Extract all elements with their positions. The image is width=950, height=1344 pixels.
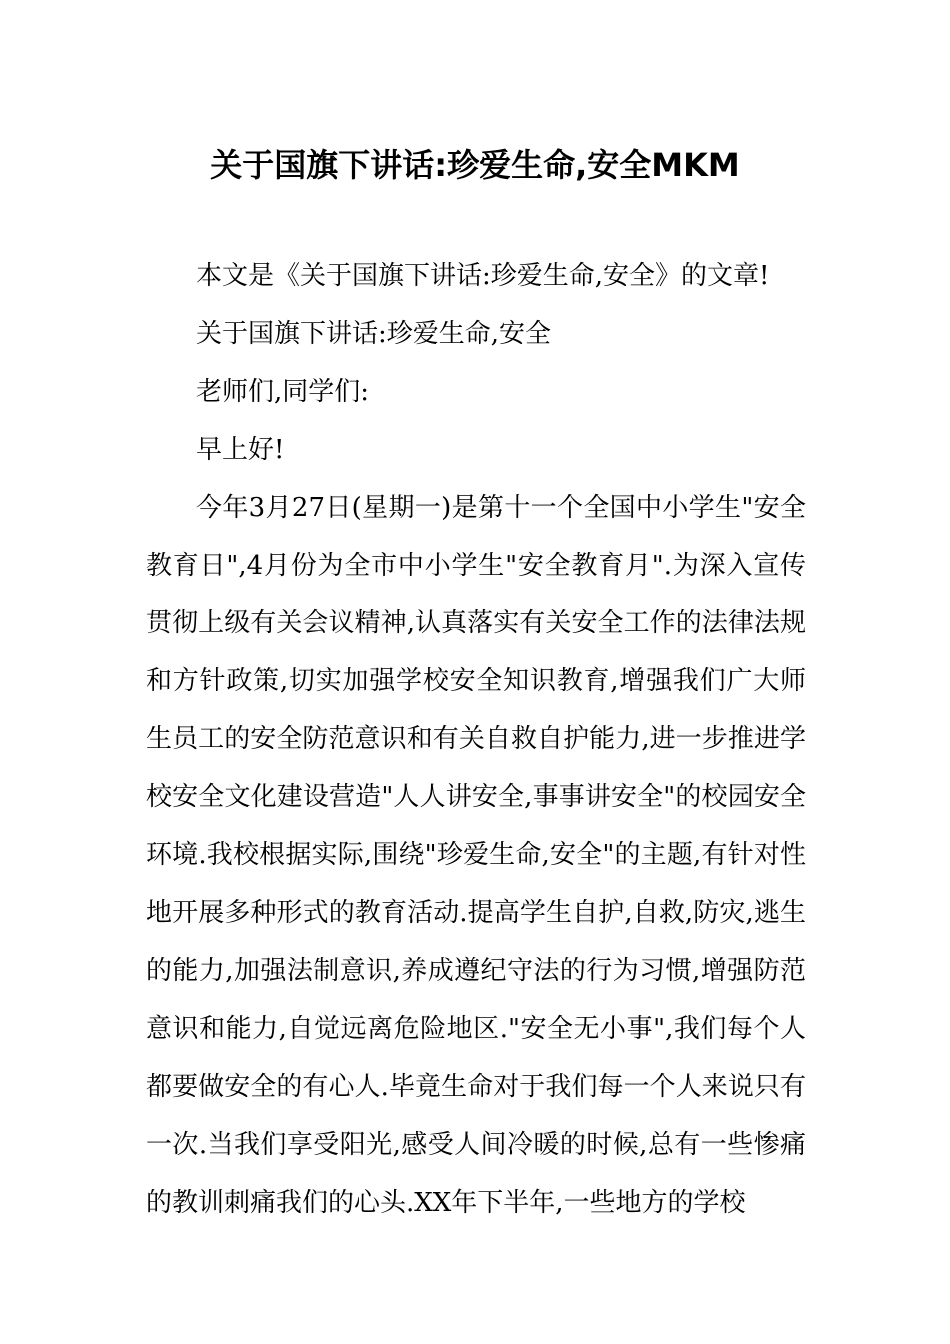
subtitle-paragraph: 关于国旗下讲话:珍爱生命,安全: [196, 318, 552, 349]
intro-paragraph: 本文是《关于国旗下讲话:珍爱生命,安全》的文章!: [196, 261, 770, 291]
document-body: [146, 248, 806, 1232]
salutation-paragraph: 老师们,同学们:: [196, 376, 370, 407]
speech-body-paragraph: 今年3月27日(星期一)是第十一个全国中小学生"安全教育日",4月份为全市中小学生"安全教育月".为深入宣传贯彻上级有关会议精神,认真落实有关安全工作的法律法规和方针政策,切实加强学校安全知识教育,增强我们广大师生员工的安全防范意识和有关自救自护能力,进一步推进学校安全文化建设营造"人人讲安全,事事讲安全"的校园安全环境.我校根据实际,围绕"珍爱生命,安全"的主题,有针对性地开展多种形式的教育活动.提高学生自护,自救,防灾,逃生的能力,加强法制意识,养成遵纪守法的行为习惯,增强防范意识和能力,自觉远离危险地区."安全无小事",我们每个人都要做安全的有心人.毕竟生命对于我们每一个人来说只有一次.当我们享受阳光,感受人间冷暖的时候,总有一些惨痛的教训刺痛我们的心头.XX年下半年,一些地方的学校: [146, 492, 806, 1218]
greeting-paragraph: 早上好!: [196, 434, 285, 465]
document-title: 关于国旗下讲话:珍爱生命,安全MKM: [210, 146, 740, 185]
